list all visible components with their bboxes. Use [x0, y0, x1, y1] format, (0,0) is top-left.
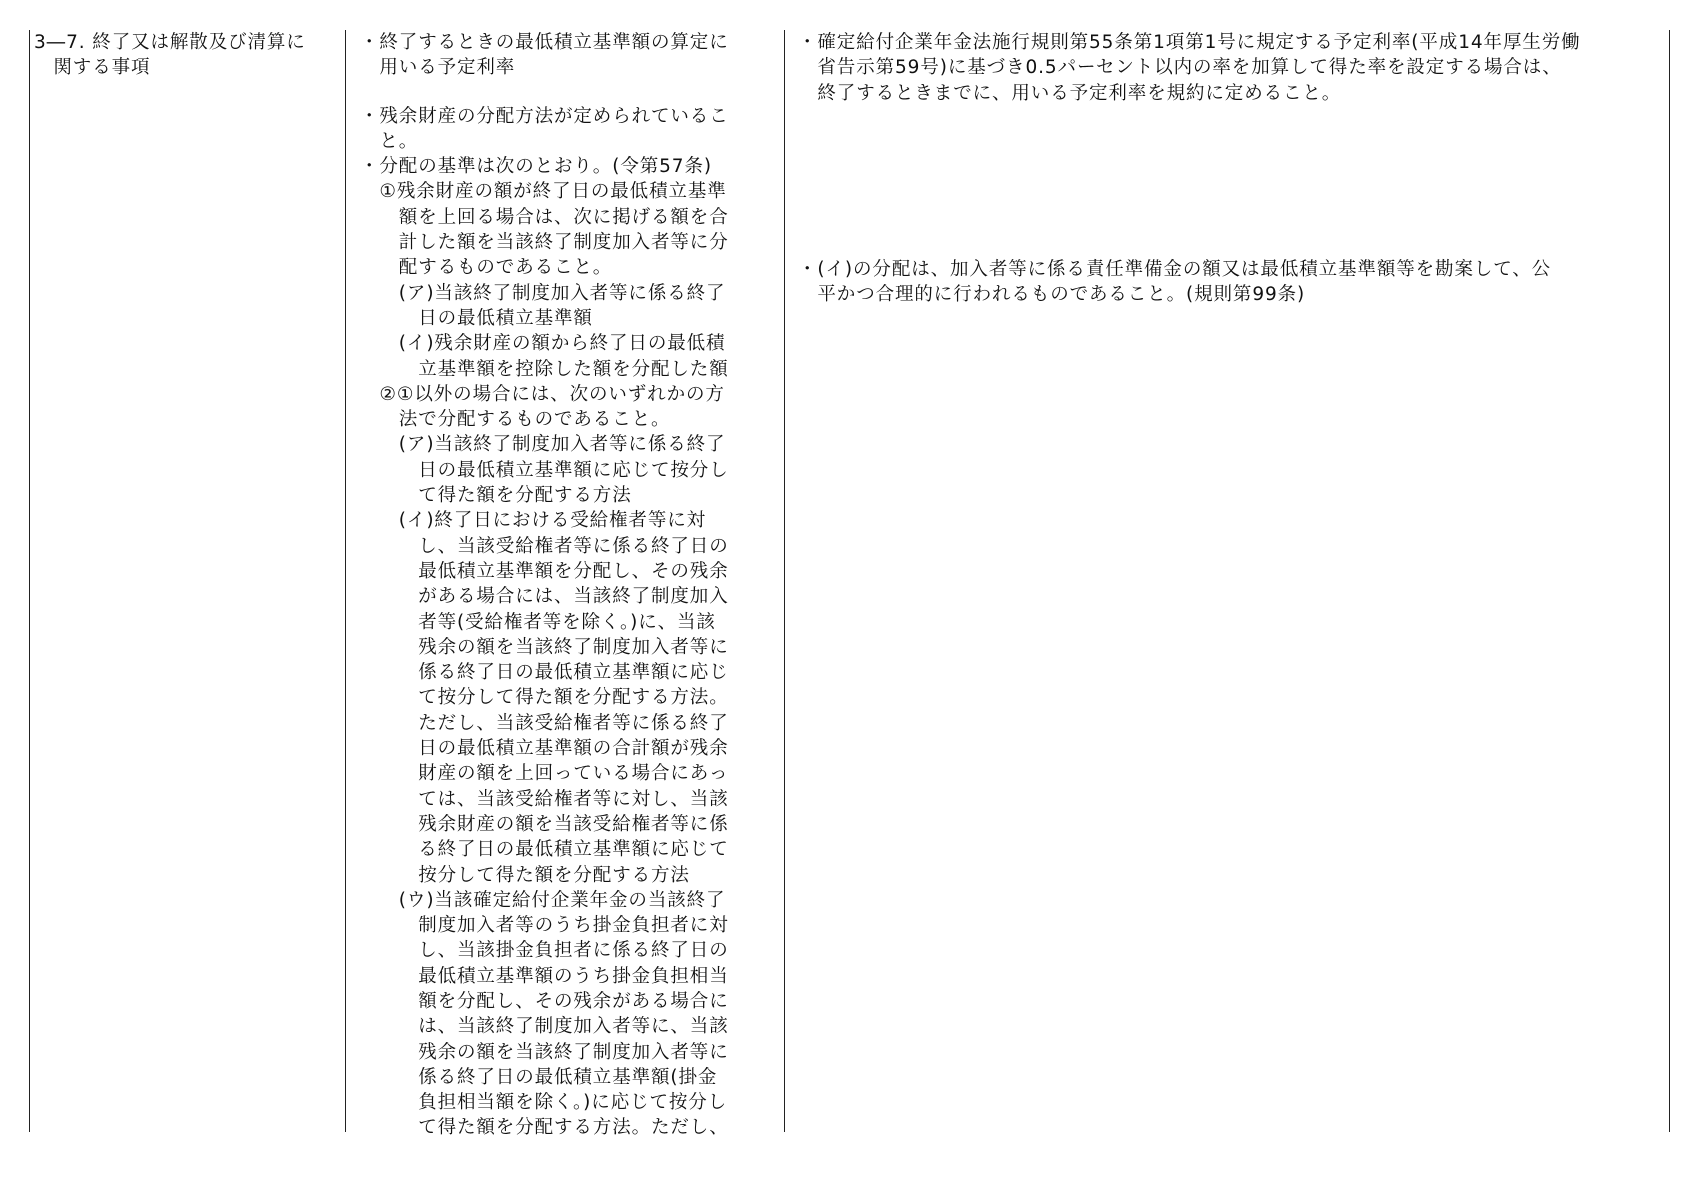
text-line: ・確定給付企業年金法施行規則第55条第1項第1号に規定する予定利率(平成14年厚生労働 — [798, 32, 1581, 53]
text-line: 省告示第59号)に基づき0.5パーセント以内の率を加算して得た率を設定する場合は、 — [798, 57, 1562, 79]
text-line: は、当該終了制度加入者等に、当該 — [360, 1016, 729, 1038]
text-line: 日の最低積立基準額 — [360, 307, 593, 329]
text-line: 最低積立基準額のうち掛金負担相当 — [360, 965, 729, 987]
text-line: て得た額を分配する方法。ただし、 — [360, 1117, 729, 1139]
text-line: 残余の額を当該終了制度加入者等に — [360, 1041, 729, 1063]
text-line: ただし、当該受給権者等に係る終了 — [360, 712, 729, 734]
text-line: て按分して得た額を分配する方法。 — [360, 687, 729, 709]
text-line: て得た額を分配する方法 — [360, 485, 632, 507]
criteria-block-distribution — [360, 104, 780, 1141]
text-line: 立基準額を控除した額を分配した額 — [360, 358, 729, 380]
text-line: 用いる予定利率 — [360, 57, 516, 79]
text-line: 残余の額を当該終了制度加入者等に — [360, 636, 729, 658]
text-line: 日の最低積立基準額の合計額が残余 — [360, 738, 729, 760]
text-line: と。 — [360, 130, 419, 152]
table-border-right — [1669, 30, 1670, 1132]
text-line: 按分して得た額を分配する方法 — [360, 864, 690, 886]
criteria-block-interest-rate — [360, 30, 780, 81]
text-line: 計した額を当該終了制度加入者等に分 — [360, 232, 729, 254]
text-line: 終了するときまでに、用いる予定利率を規約に定めること。 — [798, 82, 1342, 104]
text-line: 法で分配するものであること。 — [360, 409, 671, 431]
text-line: ①残余財産の額が終了日の最低積立基準 — [360, 181, 727, 203]
text-line: 最低積立基準額を分配し、その残余 — [360, 560, 729, 582]
text-line: 係る終了日の最低積立基準額(掛金 — [360, 1066, 718, 1088]
text-line: (ア)当該終了制度加入者等に係る終了 — [360, 434, 726, 456]
text-line: ②①以外の場合には、次のいずれかの方 — [360, 383, 725, 405]
text-line: (イ)終了日における受給権者等に対 — [360, 510, 707, 532]
text-line: 財産の額を上回っている場合にあっ — [360, 763, 729, 785]
text-line: し、当該受給権者等に係る終了日の — [360, 535, 729, 557]
text-line: ・終了するときの最低積立基準額の算定に — [360, 32, 729, 53]
section-heading-column — [34, 30, 342, 81]
text-line: 配するものであること。 — [360, 257, 613, 279]
text-line: ては、当該受給権者等に対し、当該 — [360, 788, 729, 810]
text-line: 残余財産の額を当該受給権者等に係 — [360, 813, 729, 835]
criteria-column — [360, 30, 780, 1141]
text-line: ・(イ)の分配は、加入者等に係る責任準備金の額又は最低積立基準額等を勘案して、公 — [798, 258, 1552, 280]
text-line: 額を上回る場合は、次に掲げる額を合 — [360, 206, 729, 228]
text-line: 日の最低積立基準額に応じて按分し — [360, 459, 729, 481]
text-line: (ウ)当該確定給付企業年金の当該終了 — [360, 889, 726, 911]
column-divider-1 — [345, 30, 346, 1132]
text-line: 者等(受給権者等を除く。)に、当該 — [360, 611, 716, 633]
text-line: る終了日の最低積立基準額に応じて — [360, 839, 729, 861]
column-divider-2 — [784, 30, 785, 1132]
text-line: 額を分配し、その残余がある場合に — [360, 990, 729, 1012]
notes-block-distribution — [798, 257, 1660, 308]
text-line: 平かつ合理的に行われるものであること。(規則第99条) — [798, 284, 1306, 306]
section-heading-line: 3―7. 終了又は解散及び清算に — [34, 32, 306, 53]
notes-column — [798, 30, 1660, 307]
section-heading-line: 関する事項 — [34, 57, 151, 79]
text-line: (イ)残余財産の額から終了日の最低積 — [360, 333, 726, 355]
text-line: し、当該掛金負担者に係る終了日の — [360, 940, 729, 962]
text-line: がある場合には、当該終了制度加入 — [360, 586, 729, 608]
text-line: ・残余財産の分配方法が定められているこ — [360, 105, 729, 127]
spacer — [798, 106, 1660, 257]
text-line: ・分配の基準は次のとおり。(令第57条) — [360, 156, 712, 178]
text-line: (ア)当該終了制度加入者等に係る終了 — [360, 282, 726, 304]
notes-block-interest-rate — [798, 30, 1660, 106]
text-line: 負担相当額を除く。)に応じて按分し — [360, 1092, 728, 1114]
spacer — [360, 81, 780, 104]
table-border-left — [29, 30, 30, 1132]
text-line: 係る終了日の最低積立基準額に応じ — [360, 662, 729, 684]
text-line: 制度加入者等のうち掛金負担者に対 — [360, 915, 729, 937]
